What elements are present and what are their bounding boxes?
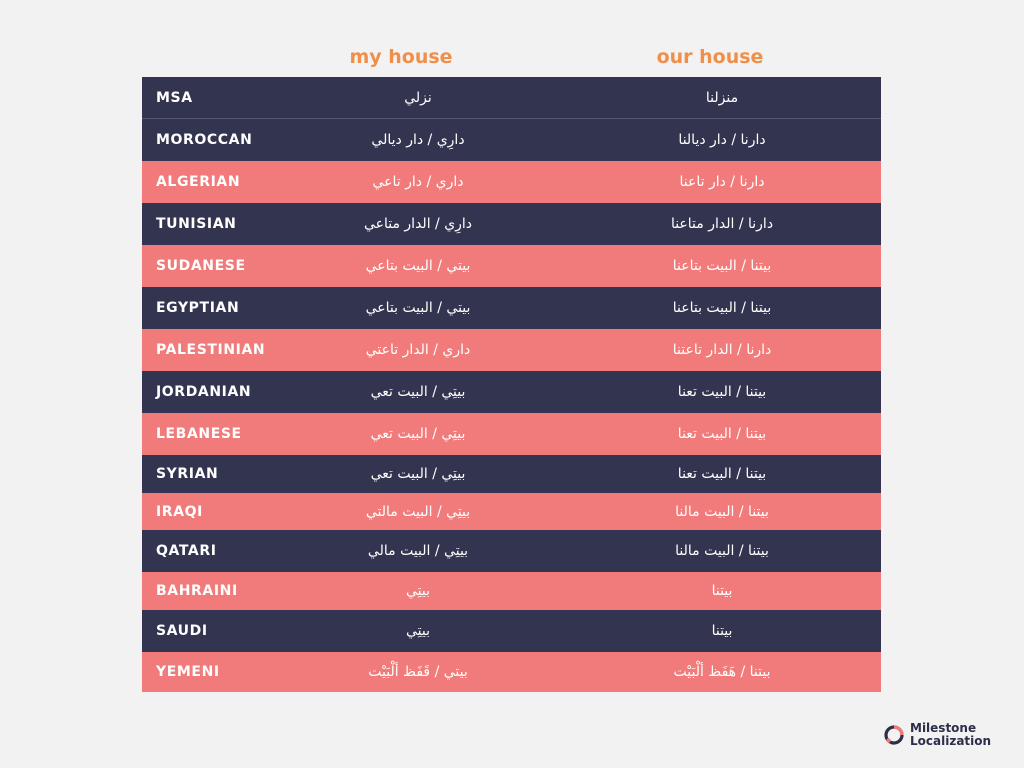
my-house-cell: بيتِي / البيت تعي (370, 384, 466, 400)
dialect-label: PALESTINIAN (156, 342, 266, 358)
our-house-cell: بيتنا / البيت مالنا (675, 543, 769, 559)
my-house-header: my house (349, 46, 453, 68)
my-house-cell: بيتِي / البيت مالتي (365, 503, 471, 520)
logo-line-1: Milestone (910, 721, 977, 735)
table-row (142, 493, 881, 530)
our-house-cell: بيتنا / البيت تعنا (677, 466, 767, 482)
dialect-label: YEMENI (156, 664, 220, 680)
my-house-cell: داري / الدار تاعتي (365, 342, 471, 358)
table-row (142, 371, 881, 413)
milestone-logo (883, 722, 1003, 752)
my-house-cell: دارِي / الدار متاعي (363, 216, 473, 232)
dialect-table (142, 77, 881, 692)
our-house-cell: بيتنا (711, 583, 733, 599)
dialect-label: LEBANESE (156, 426, 242, 442)
our-house-cell: دارنا / الدار تاعتنا (672, 342, 772, 358)
my-house-cell: بيتِي (405, 623, 431, 639)
dialect-label: SAUDI (156, 623, 208, 639)
logo-text (910, 722, 991, 748)
my-house-cell: بيتِي (405, 583, 431, 599)
my-house-cell: نزلي (404, 90, 432, 106)
table-row (142, 652, 881, 692)
table-row (142, 329, 881, 371)
our-house-cell: بيتنا / البيت بتاعنا (672, 300, 772, 316)
our-house-cell: دارنا / دار تاعنا (679, 174, 765, 190)
table-row (142, 77, 881, 119)
my-house-cell: دارِي / دار ديالي (371, 132, 465, 148)
my-house-cell: بيتِي / البيت تعي (370, 466, 466, 482)
dialect-label: IRAQI (156, 503, 203, 520)
table-row (142, 287, 881, 329)
table-row (142, 203, 881, 245)
column-headers (0, 46, 1024, 72)
our-house-cell: بيتنا / البيت تعنا (677, 384, 767, 400)
my-house-cell: بيتِي / البيت مالي (367, 543, 469, 559)
table-row (142, 572, 881, 610)
our-house-cell: منزلنا (705, 90, 739, 106)
our-house-cell: بيتنا (711, 623, 733, 639)
dialect-label: MSA (156, 90, 193, 106)
our-house-cell: دارنا / الدار متاعنا (670, 216, 774, 232)
table-row (142, 610, 881, 652)
our-house-cell: بيتنا / البيت تعنا (677, 426, 767, 442)
our-house-cell: بيتنا / البيت بتاعنا (672, 258, 772, 274)
dialect-label: EGYPTIAN (156, 300, 240, 316)
table-row (142, 530, 881, 572)
milestone-ring-icon (883, 724, 905, 746)
our-house-cell: بيتنا / هَفَظ ألْبَيْت (673, 664, 771, 680)
dialect-label: TUNISIAN (156, 216, 237, 232)
table-row (142, 245, 881, 287)
my-house-cell: بيتِي / البيت تعي (370, 426, 466, 442)
my-house-cell: بيتي / البيت بتاعي (365, 300, 471, 316)
dialect-label: SYRIAN (156, 466, 219, 482)
dialect-label: MOROCCAN (156, 132, 253, 148)
dialect-label: BAHRAINI (156, 583, 238, 599)
table-row (142, 413, 881, 455)
logo-line-2: Localization (910, 734, 992, 748)
our-house-cell: دارنا / دار ديالنا (678, 132, 766, 148)
dialect-label: JORDANIAN (156, 384, 252, 400)
my-house-cell: داري / دار تاعي (372, 174, 464, 190)
our-house-cell: بيتنا / البيت مالنا (675, 503, 769, 520)
table-row (142, 161, 881, 203)
our-house-header: our house (656, 46, 764, 68)
dialect-label: SUDANESE (156, 258, 246, 274)
table-row (142, 119, 881, 161)
dialect-label: QATARI (156, 543, 217, 559)
dialect-label: ALGERIAN (156, 174, 241, 190)
my-house-cell: بيتي / قَفَظ ألْبَيْت (368, 664, 468, 680)
table-row (142, 455, 881, 493)
my-house-cell: بيتي / البيت بتاعي (365, 258, 471, 274)
